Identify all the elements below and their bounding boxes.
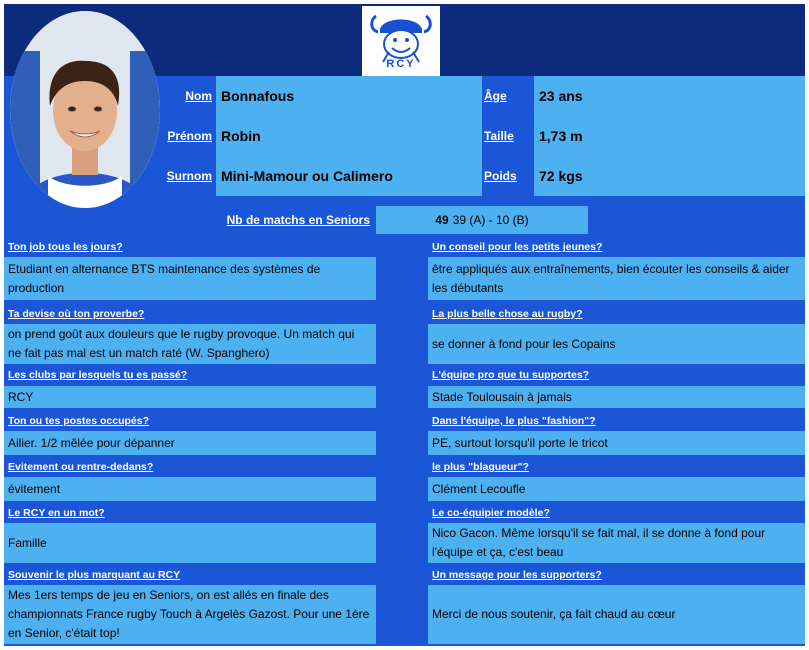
matches-label: Nb de matchs en Seniors: [226, 213, 370, 227]
matches-value: [376, 206, 588, 234]
stat-label-taille: Taille: [484, 129, 514, 143]
question-postes: Ton ou tes postes occupés?: [8, 415, 149, 427]
answer-evitement: évitement: [4, 477, 376, 501]
player-photo: [10, 11, 160, 208]
field-label-nom: Nom: [185, 89, 212, 103]
matches-detail: 39 (A) - 10 (B): [452, 213, 529, 227]
answer-postes: Ailier. 1/2 mêlée pour dépanner: [4, 431, 376, 455]
answer-souvenir: Mes 1ers temps de jeu en Seniors, on est allés en finale des championnats France rugby Touch à Argelès Gazost. Pour une 1ère en Senior, c'était top!: [4, 585, 376, 644]
field-label-prenom: Prénom: [167, 129, 212, 143]
question-equipe-pro: L'équipe pro que tu supportes?: [432, 369, 590, 381]
question-evitement: Evitement ou rentre-dedans?: [8, 461, 154, 473]
field-label-surnom: Surnom: [166, 169, 212, 183]
answer-job: Etudiant en alternance BTS maintenance des systèmes de production: [4, 257, 376, 300]
answer-clubs: RCY: [4, 386, 376, 408]
answer-fashion: PE, surtout lorsqu'il porte le tricot: [428, 431, 805, 455]
stat-value-taille: 1,73 m: [534, 116, 805, 156]
question-fashion: Dans l'équipe, le plus "fashion"?: [432, 415, 596, 427]
question-job: Ton job tous les jours?: [8, 241, 123, 253]
matches-total: 49: [435, 213, 449, 227]
question-souvenir: Souvenir le plus marquant au RCY: [8, 569, 181, 581]
answer-conseil: être appliqués aux entraînements, bien écouter les conseils & aider les débutants: [428, 257, 805, 300]
answer-message: Merci de nous soutenir, ça fait chaud au cœur: [428, 585, 805, 644]
question-devise: Ta devise où ton proverbe?: [8, 308, 145, 320]
answer-coequipier: Nico Gacon. Même lorsqu'il se fait mal, il se donne à fond pour l'équipe et ça, c'est beau: [428, 523, 805, 563]
question-clubs: Les clubs par lesquels tu es passé?: [8, 369, 188, 381]
player-sheet: [4, 4, 805, 646]
answer-rcy-mot: Famille: [4, 523, 376, 563]
question-message: Un message pour les supporters?: [432, 569, 602, 581]
question-coequipier: Le co-équipier modèle?: [432, 507, 550, 519]
stat-label-poids: Poids: [484, 169, 517, 183]
field-value-nom: Bonnafous: [216, 76, 482, 116]
question-belle-chose: La plus belle chose au rugby?: [432, 308, 583, 320]
answer-belle-chose: se donner à fond pour les Copains: [428, 324, 805, 364]
club-logo: [362, 6, 440, 76]
field-value-prenom: Robin: [216, 116, 482, 156]
question-blagueur: le plus "blagueur"?: [432, 461, 529, 473]
stat-label-age: Âge: [484, 89, 507, 103]
answer-devise: on prend goût aux douleurs que le rugby provoque. Un match qui ne fait pas mal est un match raté (W. Spanghero): [4, 324, 376, 364]
player-portrait-icon: [10, 11, 160, 208]
question-rcy-mot: Le RCY en un mot?: [8, 507, 105, 519]
logo-text: RCY: [386, 58, 416, 70]
stat-value-poids: 72 kgs: [534, 156, 805, 196]
question-conseil: Un conseil pour les petits jeunes?: [432, 241, 603, 253]
field-value-surnom: Mini-Mamour ou Calimero: [216, 156, 482, 196]
answer-blagueur: Clément Lecoufle: [428, 477, 805, 501]
stat-value-age: 23 ans: [534, 76, 805, 116]
answer-equipe-pro: Stade Toulousain à jamais: [428, 386, 805, 408]
